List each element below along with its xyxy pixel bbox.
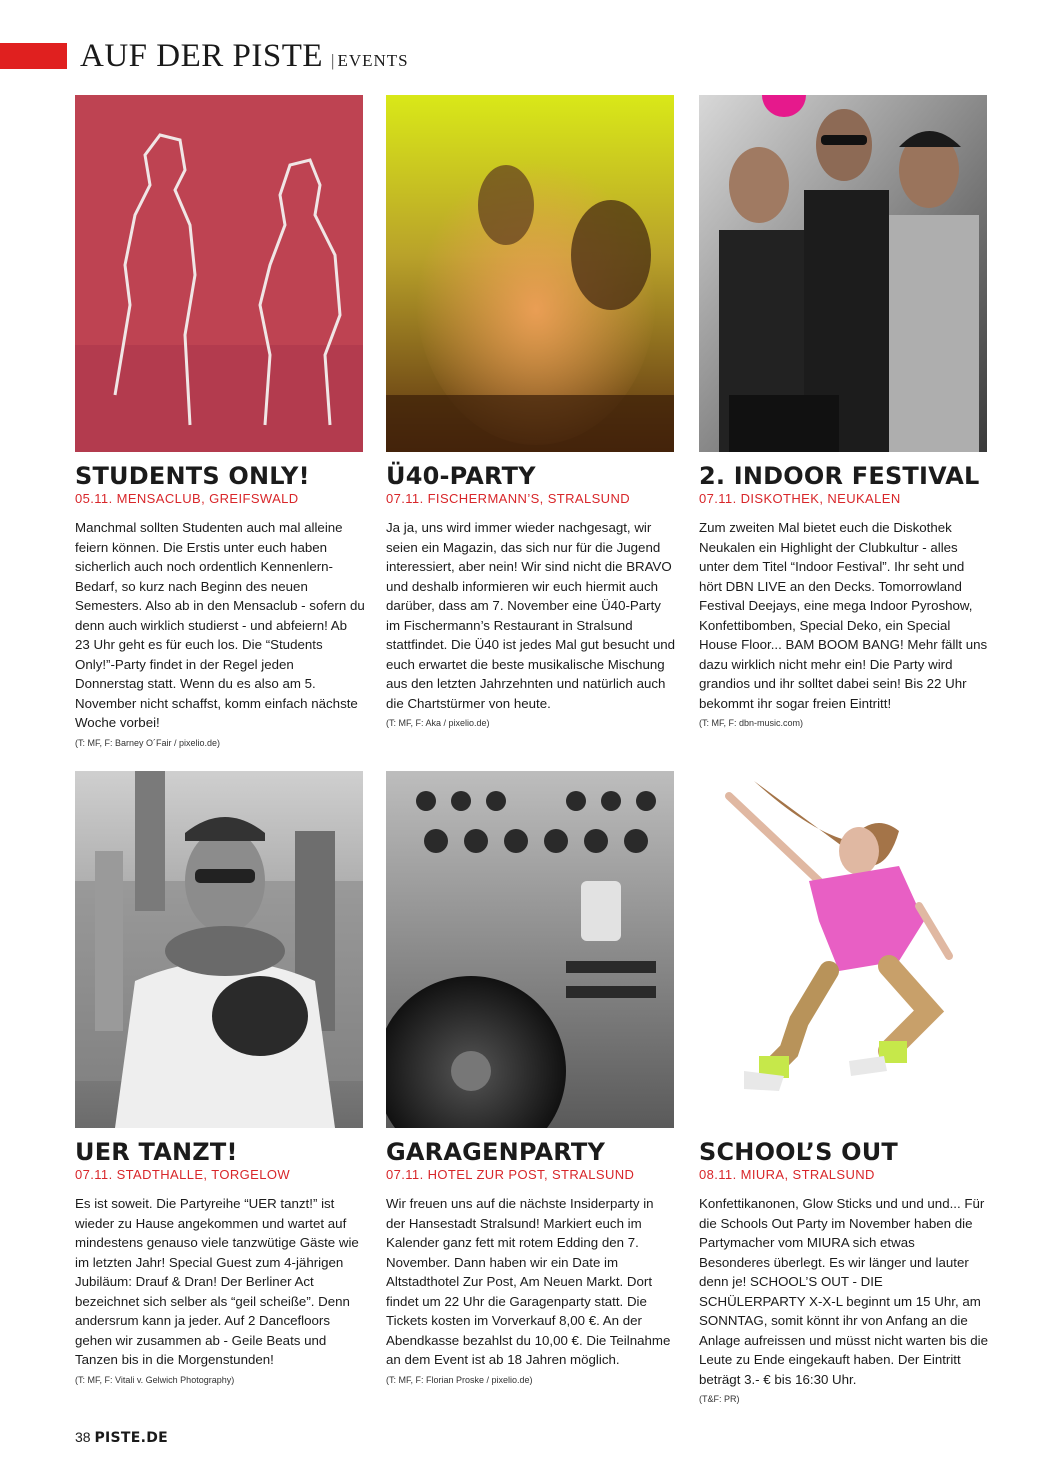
- photo-credit: (T: MF, F: dbn-music.com): [699, 718, 804, 728]
- event-description: Manchmal sollten Studenten auch mal alleine feiern können. Die Erstis unter euch haben sicherlich auch noch ordentlich Kennenlern-Bedarf, so kurz nach Beginn des neuen Semesters. Also ab in den Mensaclub - sofern du denn auch wirklich studierst - und abfeiern! Ab 23 Uhr geht es für euch los. Die “Students Only!”-Party findet in der Regel jeden Donnerstag statt. Wenn du es also am 5. November nicht schaffst, komm einfach nächste Woche vorbei!: [75, 520, 365, 730]
- photo-credit: (T: MF, F: Florian Proske / pixelio.de): [386, 1374, 533, 1385]
- event-description: Es ist soweit. Die Partyreihe “UER tanzt!” ist wieder zu Hause angekommen und wartet auf mindestens genauso viele tanzwütige Gäste wie im letzten Jahr! Special Guest zum 4-jährigen Jubiläum: Drauf & Dran! Der Berliner Act bezeichnet sich selber als “geil scheiße”. Denn andersrum kann ja jeder. Auf 2 Dancefloors gehen wir zusammen ab - Geile Beats und Tanzen bis in die Morgenstunden!: [75, 1196, 359, 1367]
- event-card-uer-tanzt: [75, 771, 365, 1386]
- event-card-ue40-party: [386, 95, 676, 729]
- event-card-schools-out: [699, 771, 989, 1405]
- section-subtitle: EVENTS: [337, 51, 409, 70]
- event-card-garagenparty: [386, 771, 676, 1386]
- photo-credit: (T: MF, F: Vitali v. Gelwich Photography): [75, 1374, 235, 1385]
- event-date-venue: 08.11. MIURA, STRALSUND: [699, 1167, 875, 1182]
- page-header: [80, 38, 409, 75]
- event-date-venue: 07.11. HOTEL ZUR POST, STRALSUND: [386, 1167, 635, 1182]
- event-card-students-only: [75, 95, 365, 749]
- event-photo-jumping-dancer: [699, 771, 987, 1128]
- event-photo-man-with-dog: [75, 771, 363, 1128]
- header-accent-bar: [0, 43, 67, 69]
- event-title: STUDENTS ONLY!: [75, 462, 310, 490]
- event-photo-dancing-blur: [386, 95, 674, 452]
- event-date-venue: 07.11. FISCHERMANN’S, STRALSUND: [386, 491, 631, 506]
- event-title: SCHOOL’S OUT: [699, 1138, 898, 1166]
- event-date-venue: 07.11. DISKOTHEK, NEUKALEN: [699, 491, 901, 506]
- event-photo-dj-trio: [699, 95, 987, 452]
- section-title: AUF DER PISTE: [80, 38, 324, 74]
- event-description: Konfettikanonen, Glow Sticks und und und... Für die Schools Out Party im November haben die Partymacher vom MIURA sich etwas Besonderes überlegt. Es wir länger und lauter denn je! SCHOOL’S OUT - DIE SCHÜLERPARTY X-X-L beginnt um 15 Uhr, am SONNTAG, somit könnt ihr von Anfang an die Anlage aufreissen und müsst nicht warten bis die Leute zu Ende eingekauft haben. Der Eintritt beträgt 3.- € bis 16:30 Uhr.: [699, 1196, 988, 1387]
- event-title: GARAGENPARTY: [386, 1138, 606, 1166]
- event-date-venue: 07.11. STADTHALLE, TORGELOW: [75, 1167, 291, 1182]
- event-photo-dj-controller: [386, 771, 674, 1128]
- event-title: 2. INDOOR FESTIVAL: [699, 462, 980, 490]
- event-description: Ja ja, uns wird immer wieder nachgesagt, wir seien ein Magazin, das sich nur für die Jugend interessiert, aber nein! Wir sind nicht die BRAVO und deshalb informieren wir euch hiermit auch darüber, dass am 7. November eine Ü40-Party im Fischermann’s Restaurant in Stralsund stattfindet. Die Ü40 ist jedes Mal gut besucht und euch erwartet die beste musikalische Mischung aus den letzten Jahrzehnten und natürlich auch die Chartstürmer von heute.: [386, 520, 675, 711]
- event-date-venue: 05.11. MENSACLUB, GREIFSWALD: [75, 491, 299, 506]
- event-title: UER TANZT!: [75, 1138, 238, 1166]
- page-number: 38: [75, 1429, 91, 1445]
- brand-name: PISTE.DE: [94, 1430, 169, 1446]
- event-title: Ü40-PARTY: [386, 462, 536, 490]
- event-description: Zum zweiten Mal bietet euch die Diskothek Neukalen ein Highlight der Clubkultur - alles unter dem Titel “Indoor Festival”. Ihr seht und hört DBN LIVE an den Decks. Tomorrowland Festival Deejays, eine mega Indoor Pyroshow, Konfettibomben, Special Deko, ein Special House Floor... BAM BOOM BANG! Mehr fällt uns dazu wirklich nicht mehr ein! Die Party wird grandios und ihr solltet dabei sein! Bis 22 Uhr bekommt ihr sogar freien Eintritt!: [699, 520, 988, 711]
- event-card-indoor-festival: [699, 95, 989, 729]
- photo-credit: (T: MF, F: Aka / pixelio.de): [386, 718, 490, 728]
- event-photo-chalk-silhouettes: [75, 95, 363, 452]
- event-description: Wir freuen uns auf die nächste Insiderparty in der Hansestadt Stralsund! Markiert euch im Kalender ganz fett mit rotem Edding den 7. November. Dann haben wir ein Date im Altstadthotel Zur Post, Am Neuen Markt. Dort findet um 22 Uhr die Garagenparty statt. Die Tickets kosten im Vorverkauf 8,00 €. An der Abendkasse bezahlst du 10,00 €. Die Teilnahme an dem Event ist ab 18 Jahren möglich.: [386, 1196, 671, 1367]
- photo-credit: (T: MF, F: Barney O´Fair / pixelio.de): [75, 737, 221, 748]
- page-footer: [75, 1429, 168, 1446]
- photo-credit: (T&F: PR): [699, 1394, 740, 1404]
- header-separator: |: [331, 51, 335, 70]
